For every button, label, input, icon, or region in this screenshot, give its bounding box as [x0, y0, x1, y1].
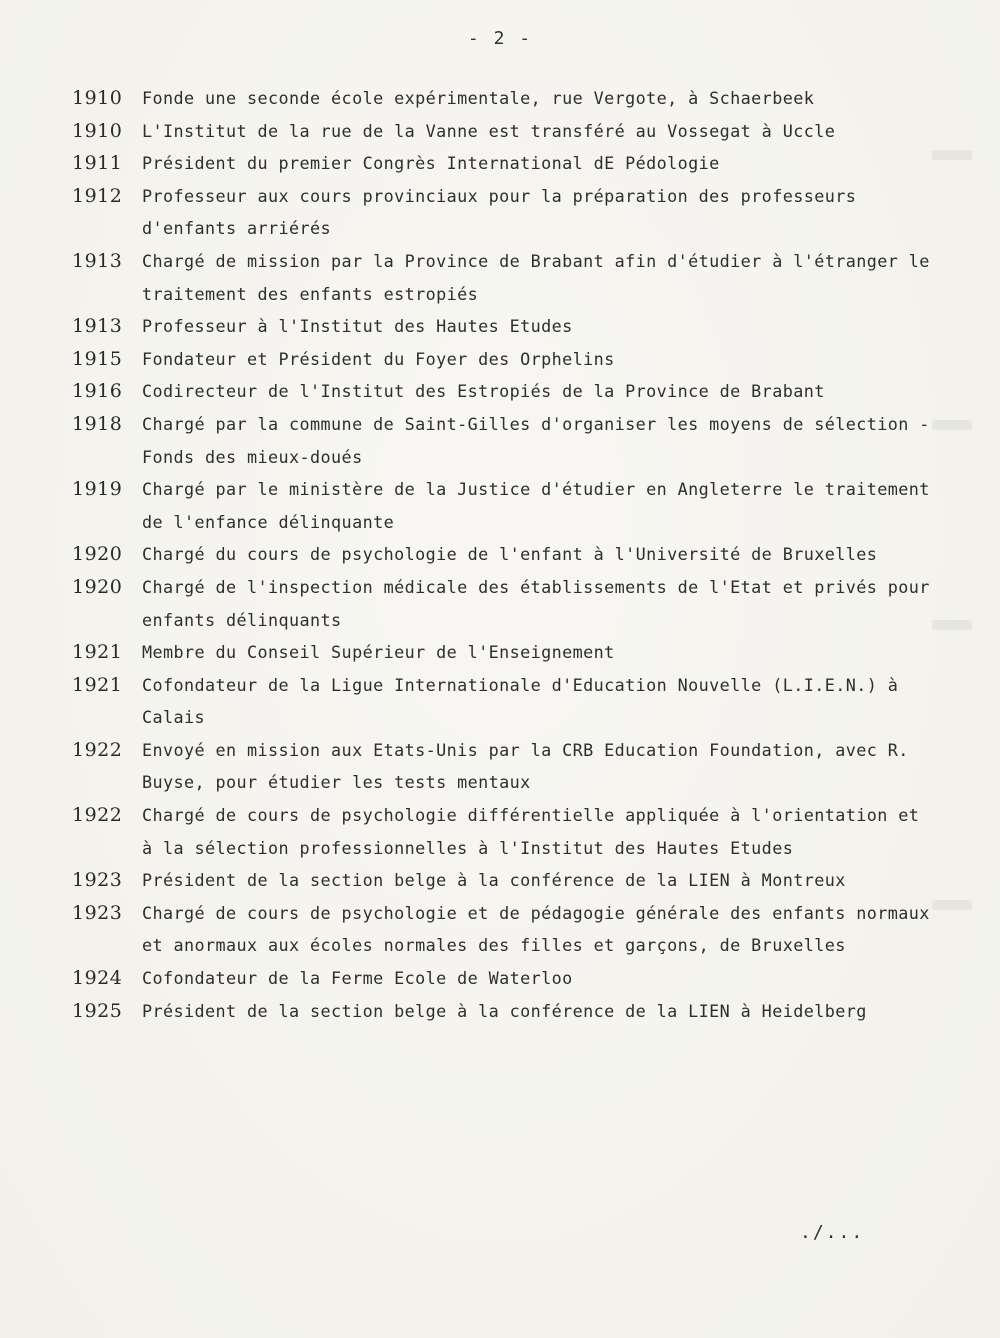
entry-text: Président de la section belge à la conférence de la LIEN à Heidelberg [142, 1000, 867, 1021]
chronology-entry [72, 408, 932, 473]
chronology-entry [72, 147, 932, 180]
entry-year: 1924 [72, 967, 123, 990]
chronology-entry [72, 864, 932, 897]
entry-text: Chargé de cours de psychologie différentielle appliquée à l'orientation et à la sélection professionnelles à l'Institut des Hautes Etudes [142, 805, 920, 858]
entry-year: 1920 [72, 543, 123, 566]
entry-text: Envoyé en mission aux Etats-Unis par la CRB Education Foundation, avec R. Buyse, pour étudier les tests mentaux [142, 739, 909, 793]
entry-year: 1918 [72, 412, 123, 435]
entry-text: Professeur aux cours provinciaux pour la préparation des professeurs d'enfants arriérés [142, 185, 857, 239]
chronology-entry [72, 636, 932, 669]
entry-text: Chargé du cours de psychologie de l'enfant à l'Université de Bruxelles [142, 544, 878, 565]
chronology-entry [72, 375, 932, 408]
entry-text: Membre du Conseil Supérieur de l'Enseignement [142, 642, 615, 663]
chronology-entry [72, 962, 932, 995]
entry-year: 1915 [72, 347, 123, 370]
chronology-entry [72, 180, 932, 245]
entry-text: Chargé de l'inspection médicale des établissements de l'Etat et privés pour enfants délinquants [142, 576, 930, 630]
chronology-entry [72, 310, 932, 343]
chronology-entry [72, 473, 932, 538]
entry-year: 1923 [72, 901, 123, 924]
entry-year: 1910 [72, 119, 123, 142]
entry-text: Fondateur et Président du Foyer des Orphelins [142, 348, 615, 369]
bleed-through-mark [932, 900, 972, 910]
entry-text: Professeur à l'Institut des Hautes Etudes [142, 316, 573, 337]
entry-text: Codirecteur de l'Institut des Estropiés de la Province de Brabant [142, 381, 825, 402]
bleed-through-mark [932, 620, 972, 630]
entry-year: 1916 [72, 380, 123, 403]
entry-year: 1921 [72, 641, 123, 664]
chronology-entry [72, 115, 932, 148]
chronology-list [72, 82, 932, 1027]
entry-text: Président de la section belge à la conférence de la LIEN à Montreux [142, 870, 846, 891]
chronology-entry [72, 734, 932, 799]
entry-year: 1922 [72, 804, 123, 827]
continued-mark: ./... [800, 1222, 865, 1243]
bleed-through-mark [932, 420, 972, 430]
entry-year: 1923 [72, 869, 123, 892]
chronology-entry [72, 343, 932, 376]
chronology-entry [72, 571, 932, 636]
chronology-entry [72, 245, 932, 310]
entry-text: Fonde une seconde école expérimentale, rue Vergote, à Schaerbeek [142, 88, 815, 108]
entry-year: 1913 [72, 315, 123, 338]
entry-year: 1922 [72, 738, 123, 761]
chronology-entry [72, 799, 932, 864]
chronology-entry [72, 82, 932, 115]
chronology-entry [72, 669, 932, 734]
entry-text: Cofondateur de la Ferme Ecole de Waterloo [142, 968, 573, 989]
entry-text: Chargé de cours de psychologie et de pédagogie générale des enfants normaux et anormaux aux écoles normales des filles et garçons, de Bruxelles [142, 902, 930, 956]
chronology-entry [72, 897, 932, 962]
bleed-through-mark [932, 150, 972, 160]
entry-year: 1913 [72, 249, 123, 272]
entry-year: 1920 [72, 575, 123, 598]
entry-year: 1919 [72, 478, 123, 501]
page-number: - 2 - [467, 28, 533, 49]
entry-text: Chargé par la commune de Saint-Gilles d'organiser les moyens de sélection -Fonds des mieux-doués [142, 413, 930, 467]
chronology-entry [72, 538, 932, 571]
entry-text: Cofondateur de la Ligue Internationale d'Education Nouvelle (L.I.E.N.) à Calais [142, 674, 899, 728]
entry-year: 1925 [72, 999, 123, 1022]
entry-year: 1911 [72, 152, 123, 175]
entry-year: 1921 [72, 673, 123, 696]
entry-text: Président du premier Congrès International dE Pédologie [142, 153, 720, 174]
chronology-entry [72, 995, 932, 1028]
entry-year: 1912 [72, 184, 123, 207]
entry-year: 1910 [72, 87, 123, 109]
entry-text: Chargé par le ministère de la Justice d'étudier en Angleterre le traitement de l'enfance délinquante [142, 479, 930, 532]
entry-text: Chargé de mission par la Province de Brabant afin d'étudier à l'étranger le traitement des enfants estropiés [142, 250, 930, 304]
entry-text: L'Institut de la rue de la Vanne est transféré au Vossegat à Uccle [142, 120, 836, 141]
